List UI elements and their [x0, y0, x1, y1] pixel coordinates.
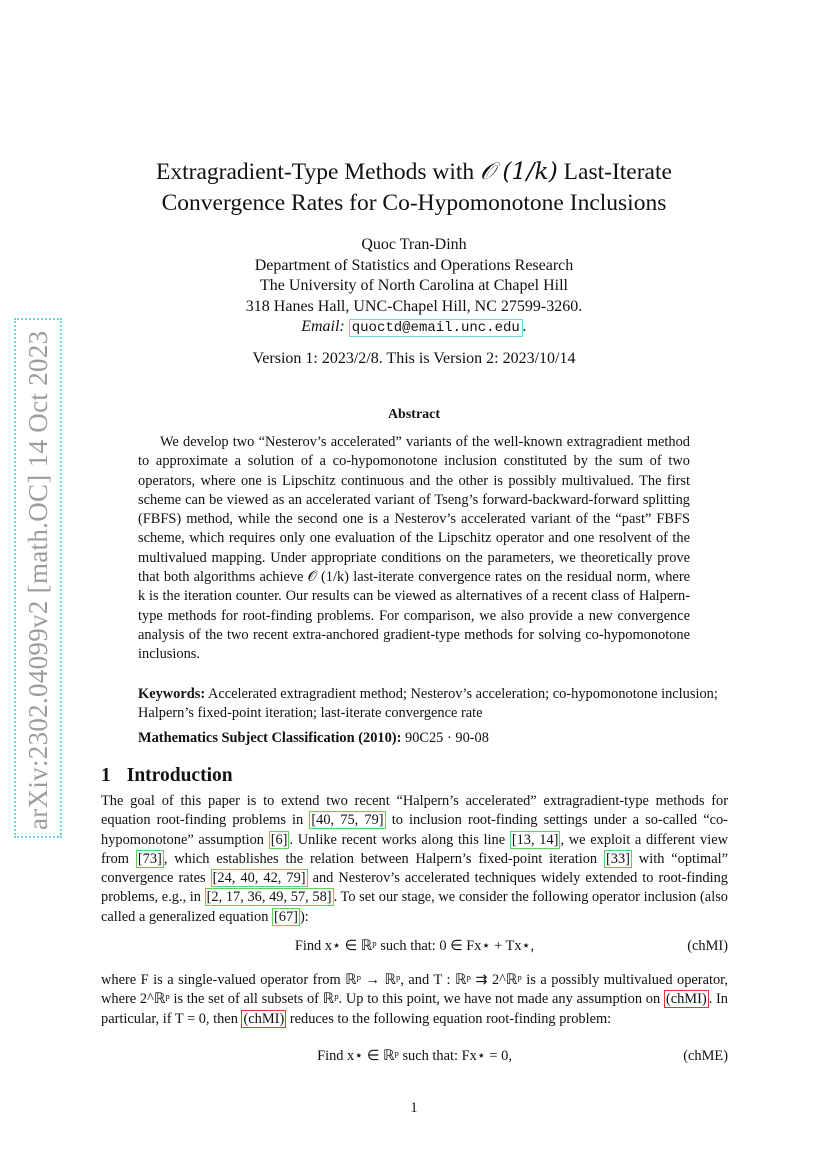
intro-text: reduces to the following equation root-finding problem:: [286, 1010, 612, 1027]
equation-body: Find x⋆ ∈ ℝᵖ such that: Fx⋆ = 0,: [317, 1048, 512, 1064]
email-line: [0, 317, 828, 339]
email-link[interactable]: quoctd@email.unc.edu: [349, 319, 523, 337]
affiliation-1: Department of Statistics and Operations Research: [254, 256, 574, 274]
author-name: Quoc Tran-Dinh: [361, 236, 467, 253]
citation-link[interactable]: [2, 17, 36, 49, 57, 58]: [206, 889, 332, 906]
citation-link[interactable]: [40, 75, 79]: [311, 812, 384, 829]
abstract-heading: Abstract: [387, 407, 441, 422]
citation-link[interactable]: [73]: [137, 850, 162, 867]
section-number: 1: [101, 765, 111, 786]
abstract-body: We develop two “Nesterov’s accelerated” variants of the well-known extragradient method to approximate a solution of a co-hypomonotone inclusion constituted by the sum of two operators, where one is Lipschitz continuous and the other is possibly multivalued. The first scheme can be viewed as an accelerated variant of Tseng’s forward-backward-forward splitting (FBFS) method, while the second one is a Nesterov’s accelerated variant of the “past” FBFS scheme, which requires only one evaluation of the Lipschitz operator and one resolvent of the multivalued mapping. Under appropriate conditions on the parameters, we theoretically prove that both algorithms achieve 𝒪 (1/k) last-iterate convergence rates on the residual norm, where k is the iteration counter. Our results can be viewed as alternatives of a recent class of Halpern-type methods for root-finding problems. For comparison, we also provide a new convergence analysis of the two recent extra-anchored gradient-type methods for solving co-hypomonotone inclusions.: [138, 434, 690, 663]
intro-text: where F is a single-valued operator from ℝᵖ → ℝᵖ, and T : ℝᵖ ⇉ 2^ℝᵖ is a possibly multivalued operator, where 2^ℝᵖ is the set of all subsets of ℝᵖ. Up to this point, we have not made any assumption on: [101, 972, 728, 1008]
intro-paragraph: [101, 792, 728, 927]
arxiv-identifier[interactable]: arXiv:2302.04099v2 [math.OC] 14 Oct 2023: [23, 330, 53, 830]
msc-label: Mathematics Subject Classification (2010):: [138, 730, 402, 746]
title-line1-b: Last-Iterate: [557, 159, 672, 185]
paper-title: [0, 156, 828, 219]
citation-link[interactable]: [67]: [274, 908, 298, 925]
intro-text: , which establishes the relation between Halpern’s fixed-point iteration: [163, 850, 604, 867]
section-title: Introduction: [126, 765, 233, 786]
intro-text: . To set our stage, we consider the following operator inclusion (also called a generalized equation: [101, 889, 728, 925]
intro-text: . In particular, if T = 0, then: [101, 991, 729, 1027]
title-line1-a: Extragradient-Type Methods with: [156, 159, 481, 185]
intro-paragraph-2: [101, 971, 728, 1029]
intro-text: ):: [299, 908, 309, 925]
citation-link[interactable]: [33]: [605, 850, 630, 867]
intro-text: The goal of this paper is to extend two recent “Halpern’s accelerated” extragradient-type methods for equation root-finding problems in: [101, 793, 728, 829]
equation-chmi: [101, 938, 728, 958]
version-line: Version 1: 2023/2/8. This is Version 2: 2023/10/14: [252, 350, 576, 367]
email-tail: .: [522, 318, 527, 335]
equation-ref-link[interactable]: (chMI): [243, 1010, 285, 1027]
keywords-label: Keywords:: [138, 686, 206, 702]
equation-ref-link[interactable]: (chMI): [665, 991, 707, 1008]
keywords: [138, 685, 734, 724]
keywords-text: Accelerated extragradient method; Nesterov’s acceleration; co-hypomonotone inclusion; Halpern’s fixed-point iteration; last-iterate convergence rate: [138, 686, 718, 722]
page-number: 1: [410, 1100, 418, 1116]
author-block: [0, 235, 828, 339]
title-line1-math: 𝒪 (1/k): [480, 157, 558, 185]
msc-text: 90C25 · 90-08: [405, 730, 489, 746]
equation-tag: (chMI): [687, 938, 728, 954]
intro-text: and Nesterov’s accelerated techniques widely extended to root-finding problems, e.g., in: [101, 870, 729, 906]
intro-text: , we exploit a different view from: [101, 831, 728, 867]
citation-link[interactable]: [13, 14]: [511, 831, 559, 848]
intro-text: . Unlike recent works along this line: [289, 831, 510, 848]
citation-link[interactable]: [6]: [270, 831, 288, 848]
equation-tag: (chME): [683, 1048, 728, 1064]
intro-text: with “optimal” convergence rates: [101, 850, 728, 887]
msc-line: [138, 730, 489, 747]
equation-chme: [101, 1048, 728, 1068]
section-heading: [101, 765, 233, 787]
email-label: Email:: [301, 318, 345, 335]
equation-body: Find x⋆ ∈ ℝᵖ such that: 0 ∈ Fx⋆ + Tx⋆,: [294, 938, 535, 954]
intro-text: to inclusion root-finding settings under a so-called “co-hypomonotone” assumption: [101, 812, 728, 848]
citation-link[interactable]: [24, 40, 42, 79]: [212, 870, 306, 887]
affiliation-2: The University of North Carolina at Chapel Hill: [260, 277, 568, 294]
affiliation-3: 318 Hanes Hall, UNC-Chapel Hill, NC 27599-3260.: [245, 297, 583, 315]
title-line2: Convergence Rates for Co-Hypomonotone Inclusions: [161, 190, 667, 216]
